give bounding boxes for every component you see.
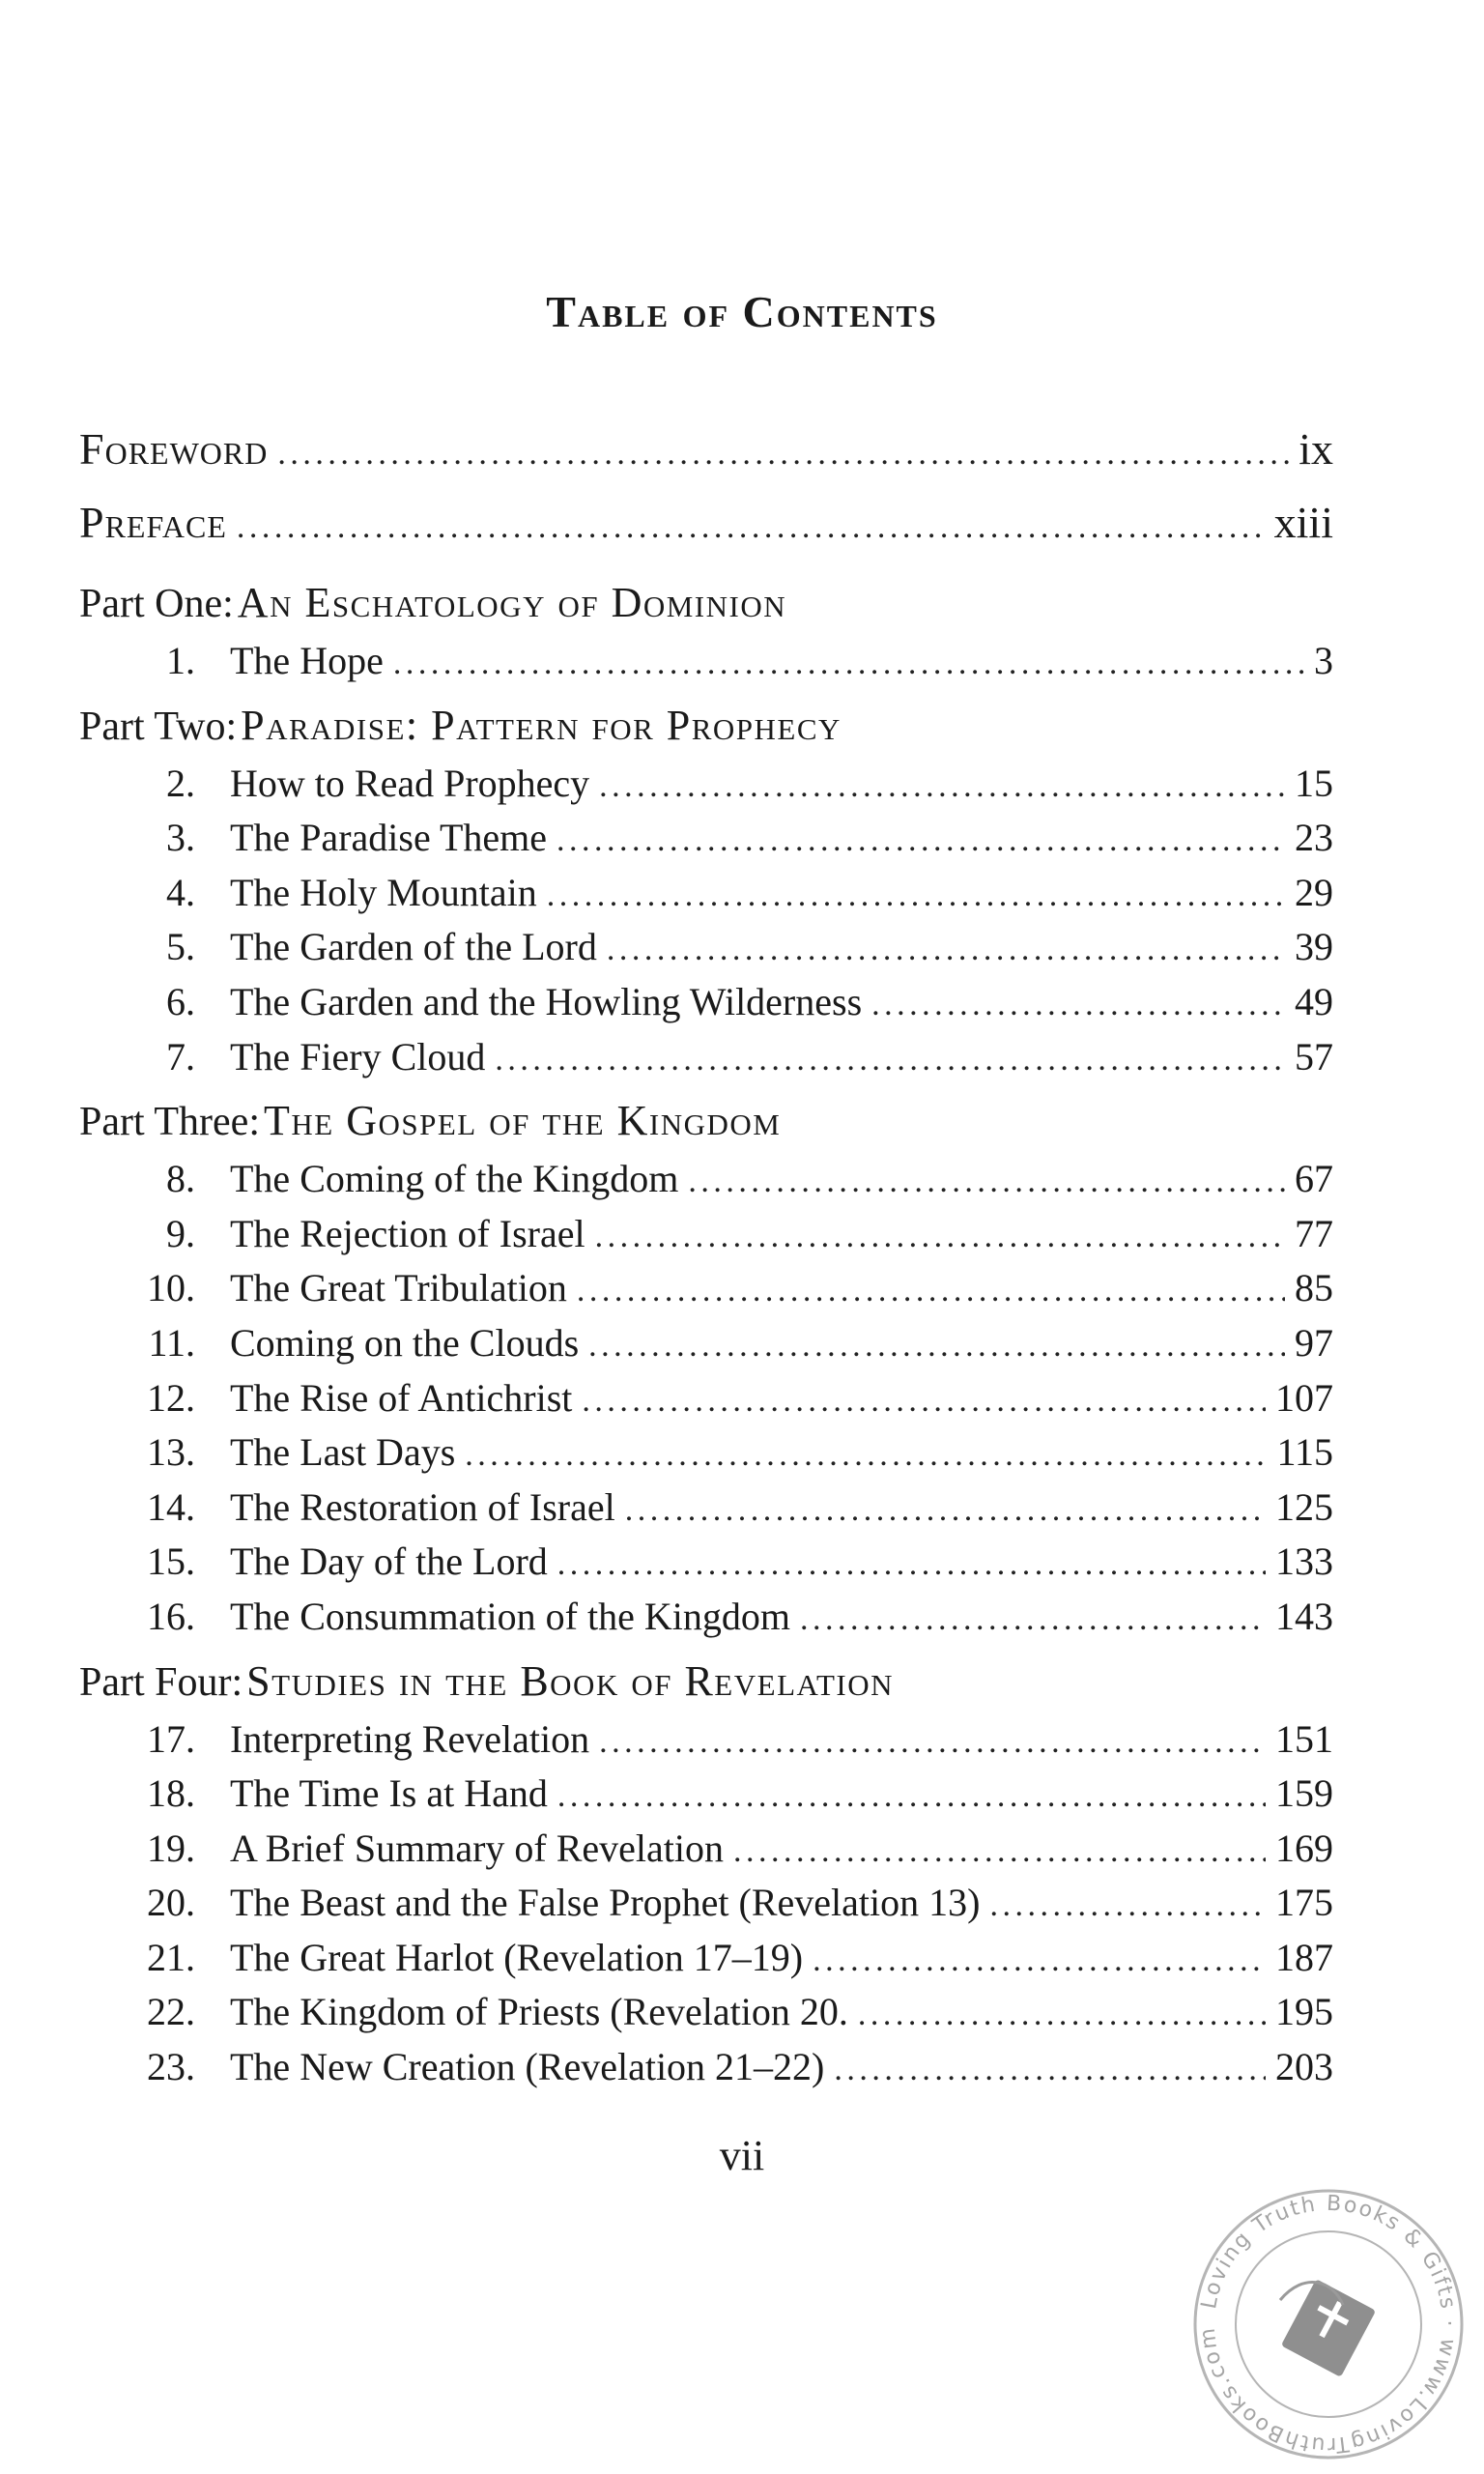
chapter-number: 18. (147, 1771, 195, 1816)
chapter-number: 11. (148, 1320, 195, 1365)
part-title: An Eschatology of Dominion (237, 579, 787, 626)
page-number: vii (719, 2132, 765, 2179)
chapter-page: 67 (1295, 1157, 1333, 1201)
chapter-title: The Kingdom of Priests (Revelation 20. (230, 1990, 848, 2034)
chapter-number: 17. (147, 1716, 195, 1761)
chapter-title: The Coming of the Kingdom (230, 1157, 679, 1201)
page-title: Table of Contents (546, 287, 938, 336)
chapter-number: 8. (166, 1157, 195, 1201)
chapter-entry (79, 1935, 1333, 1990)
dot-leader (277, 436, 1289, 473)
chapter-title: The Hope (230, 639, 384, 682)
chapter-entry (79, 979, 1333, 1034)
dot-leader (858, 1997, 1266, 2033)
chapter-entry (79, 1880, 1333, 1935)
part-heading (79, 578, 1333, 638)
entry-page: ix (1298, 424, 1333, 474)
chapter-entry (79, 1826, 1333, 1881)
entry-title: Foreword (79, 424, 269, 474)
table-of-contents (79, 423, 1333, 2099)
book-icon (1280, 2279, 1376, 2377)
dot-leader (989, 1887, 1266, 1924)
chapter-number: 7. (166, 1034, 195, 1079)
part-heading (79, 1096, 1333, 1156)
dot-leader (582, 1383, 1266, 1420)
chapter-number: 9. (166, 1211, 195, 1255)
chapter-page: 169 (1275, 1826, 1333, 1870)
dot-leader (557, 1778, 1266, 1815)
dot-leader (495, 1042, 1285, 1079)
watermark-stamp (1188, 2184, 1469, 2464)
chapter-title: The Restoration of Israel (230, 1484, 615, 1529)
part-prefix: Part One: (79, 582, 234, 626)
chapter-page: 195 (1275, 1990, 1333, 2034)
chapter-page: 133 (1275, 1539, 1333, 1584)
dot-leader (813, 1942, 1266, 1979)
chapter-title: The Time Is at Hand (230, 1771, 548, 1816)
chapter-number: 19. (147, 1826, 195, 1870)
chapter-number: 15. (147, 1539, 195, 1584)
chapter-page: 3 (1314, 639, 1333, 682)
chapter-entry (79, 1539, 1333, 1594)
front-matter-entry (79, 497, 1333, 570)
chapter-page: 159 (1275, 1771, 1333, 1816)
part-title: The Gospel of the Kingdom (264, 1097, 782, 1145)
dot-leader (599, 1724, 1266, 1761)
chapter-entry (79, 870, 1333, 925)
chapter-page: 175 (1275, 1881, 1333, 1925)
chapter-entry (79, 924, 1333, 979)
chapter-page: 49 (1295, 979, 1333, 1023)
chapter-number: 22. (147, 1990, 195, 2034)
chapter-number: 21. (147, 1935, 195, 1979)
dot-leader (547, 877, 1285, 914)
chapter-page: 85 (1295, 1266, 1333, 1310)
chapter-number: 14. (147, 1484, 195, 1529)
dot-leader (465, 1437, 1267, 1474)
dot-leader (595, 1219, 1285, 1255)
chapter-title: The Consummation of the Kingdom (230, 1594, 790, 1638)
chapter-page: 29 (1295, 870, 1333, 914)
chapter-entry (79, 2044, 1333, 2099)
chapter-title: Coming on the Clouds (230, 1320, 580, 1365)
chapter-entry (79, 1594, 1333, 1649)
chapter-title: The Beast and the False Prophet (Revelation 13) (230, 1881, 981, 1925)
chapter-page: 77 (1295, 1211, 1333, 1255)
chapter-title: The Great Tribulation (230, 1266, 567, 1310)
chapter-page: 23 (1295, 816, 1333, 860)
chapter-entry (79, 1265, 1333, 1320)
chapter-number: 3. (166, 816, 195, 860)
chapter-page: 151 (1275, 1716, 1333, 1761)
chapter-number: 2. (166, 761, 195, 805)
dot-leader (625, 1492, 1266, 1529)
chapter-page: 125 (1275, 1484, 1333, 1529)
chapter-title: The Rise of Antichrist (230, 1375, 573, 1420)
chapter-page: 115 (1276, 1430, 1333, 1475)
part-title: Paradise: Pattern for Prophecy (241, 701, 842, 749)
svg-text:Loving Truth Books & Gifts · w: Loving Truth Books & Gifts · www.LovingTruthBooks.com (1195, 2191, 1462, 2458)
chapter-page: 187 (1275, 1935, 1333, 1979)
dot-leader (577, 1273, 1285, 1309)
chapter-entry (79, 815, 1333, 870)
part-title: Studies in the Book of Revelation (246, 1656, 894, 1705)
dot-leader (557, 1546, 1266, 1583)
dot-leader (834, 2052, 1266, 2088)
chapter-number: 13. (147, 1430, 195, 1475)
chapter-entry (79, 1716, 1333, 1771)
dot-leader (393, 646, 1304, 682)
chapter-entry (79, 761, 1333, 816)
chapter-title: A Brief Summary of Revelation (230, 1826, 725, 1870)
part-prefix: Part Two: (79, 704, 238, 749)
chapter-page: 57 (1295, 1034, 1333, 1079)
chapter-entry (79, 1211, 1333, 1266)
chapter-number: 4. (166, 870, 195, 914)
chapter-entry (79, 1770, 1333, 1826)
chapter-number: 1. (166, 639, 195, 682)
chapter-title: The Garden and the Howling Wilderness (230, 979, 863, 1023)
chapter-title: The Rejection of Israel (230, 1211, 585, 1255)
chapter-title: The New Creation (Revelation 21–22) (230, 2045, 825, 2089)
chapter-page: 15 (1295, 761, 1333, 805)
entry-title: Preface (79, 498, 227, 547)
chapter-entry (79, 1156, 1333, 1211)
part-heading (79, 701, 1333, 761)
chapter-page: 143 (1275, 1594, 1333, 1638)
chapter-title: The Holy Mountain (230, 870, 537, 914)
part-prefix: Part Four: (79, 1659, 243, 1705)
dot-leader (237, 509, 1265, 546)
chapter-title: Interpreting Revelation (230, 1716, 590, 1761)
dot-leader (599, 768, 1285, 805)
chapter-number: 16. (147, 1594, 195, 1638)
part-heading (79, 1656, 1333, 1716)
dot-leader (556, 822, 1285, 859)
chapter-entry (79, 1484, 1333, 1539)
chapter-number: 10. (147, 1266, 195, 1310)
chapter-entry (79, 1034, 1333, 1089)
chapter-number: 5. (166, 925, 195, 969)
chapter-title: The Garden of the Lord (230, 925, 597, 969)
dot-leader (607, 932, 1285, 968)
dot-leader (733, 1833, 1266, 1870)
chapter-entry (79, 1320, 1333, 1375)
front-matter-entry (79, 423, 1333, 497)
chapter-number: 23. (147, 2045, 195, 2089)
chapter-page: 39 (1295, 925, 1333, 969)
chapter-page: 107 (1275, 1375, 1333, 1420)
chapter-number: 6. (166, 979, 195, 1023)
chapter-number: 20. (147, 1881, 195, 1925)
chapter-title: The Last Days (230, 1430, 456, 1475)
chapter-title: The Great Harlot (Revelation 17–19) (230, 1935, 804, 1979)
dot-leader (871, 987, 1285, 1023)
chapter-number: 12. (147, 1375, 195, 1420)
chapter-title: The Day of the Lord (230, 1539, 548, 1584)
chapter-entry (79, 1989, 1333, 2044)
chapter-entry (79, 1375, 1333, 1430)
dot-leader (800, 1601, 1266, 1638)
chapter-page: 203 (1275, 2045, 1333, 2089)
dot-leader (688, 1164, 1285, 1200)
chapter-title: The Fiery Cloud (230, 1034, 486, 1079)
part-prefix: Part Three: (79, 1100, 260, 1145)
chapter-entry (79, 638, 1333, 693)
chapter-entry (79, 1429, 1333, 1484)
chapter-title: How to Read Prophecy (230, 761, 590, 805)
chapter-page: 97 (1295, 1320, 1333, 1365)
chapter-title: The Paradise Theme (230, 816, 548, 860)
dot-leader (588, 1328, 1285, 1365)
entry-page: xiii (1273, 498, 1333, 547)
